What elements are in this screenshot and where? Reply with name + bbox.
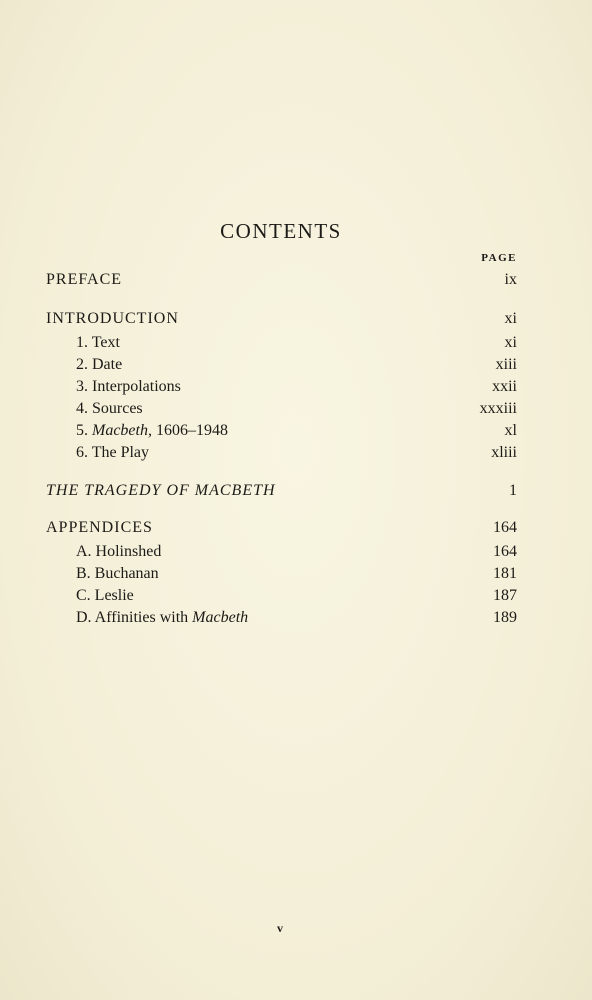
toc-subentry-page: xxxiii [479, 400, 517, 417]
toc-subentry-label: 2. Date [76, 356, 123, 373]
toc-subentry-label: B. Buchanan [76, 565, 159, 582]
toc-entry-page: ix [504, 271, 517, 288]
toc-subentry [76, 585, 517, 607]
toc-entry-label: APPENDICES [46, 519, 153, 536]
toc-subentry-page: xxii [492, 378, 517, 395]
toc-subentry-label: 1. Text [76, 334, 120, 351]
toc-subentry [76, 563, 517, 585]
toc-entry-appendices [46, 517, 517, 539]
toc-entry-introduction [46, 308, 517, 330]
toc-subentry-label: 6. The Play [76, 444, 150, 461]
toc-subentry-label: C. Leslie [76, 587, 134, 604]
page-folio: v [277, 921, 283, 935]
toc-subentry [76, 354, 517, 376]
toc-subentry [76, 607, 517, 629]
toc-entry-label: INTRODUCTION [46, 310, 179, 327]
toc-subentry-label: 4. Sources [76, 400, 143, 417]
toc-subentry-label [76, 607, 248, 629]
toc-subentry-label: 3. Interpolations [76, 378, 181, 395]
page-column-heading: PAGE [481, 252, 517, 264]
toc-subentry-rest: 1606–1948 [151, 422, 228, 439]
toc-subentry [76, 541, 517, 563]
toc-subentry-page: 187 [493, 587, 517, 604]
toc-subentry-page: xl [504, 422, 517, 439]
toc-entry-page: 164 [493, 519, 517, 536]
toc-subentry-page: xliii [491, 444, 517, 461]
toc-subentry-italic-title: Macbeth [192, 609, 249, 626]
contents-title: CONTENTS [220, 219, 342, 243]
toc-entry-page: 1 [509, 482, 517, 499]
toc-subentry-page: 181 [493, 565, 517, 582]
toc-entry-page: xi [504, 310, 517, 327]
toc-entry-preface [46, 269, 517, 291]
toc-subentry-page: xiii [495, 356, 517, 373]
toc-subentry [76, 442, 517, 464]
toc-entry-tragedy [46, 480, 517, 502]
toc-subentry [76, 376, 517, 398]
toc-subentry-label: A. Holinshed [76, 543, 162, 560]
toc-entry-label: THE TRAGEDY OF MACBETH [46, 482, 276, 499]
toc-entry-label: PREFACE [46, 271, 123, 288]
toc-subentry-italic-title: Macbeth, [92, 422, 152, 439]
toc-subentry [76, 398, 517, 420]
toc-subentry-number: 5. [76, 422, 92, 439]
toc-subentry-main: D. Affinities with [76, 609, 193, 626]
toc-subentry [76, 420, 517, 442]
toc-subentry [76, 332, 517, 354]
toc-subentry-page: 189 [493, 609, 517, 626]
toc-subentry-page: 164 [493, 543, 517, 560]
toc-subentry-label [76, 420, 228, 442]
toc-subentry-page: xi [504, 334, 517, 351]
